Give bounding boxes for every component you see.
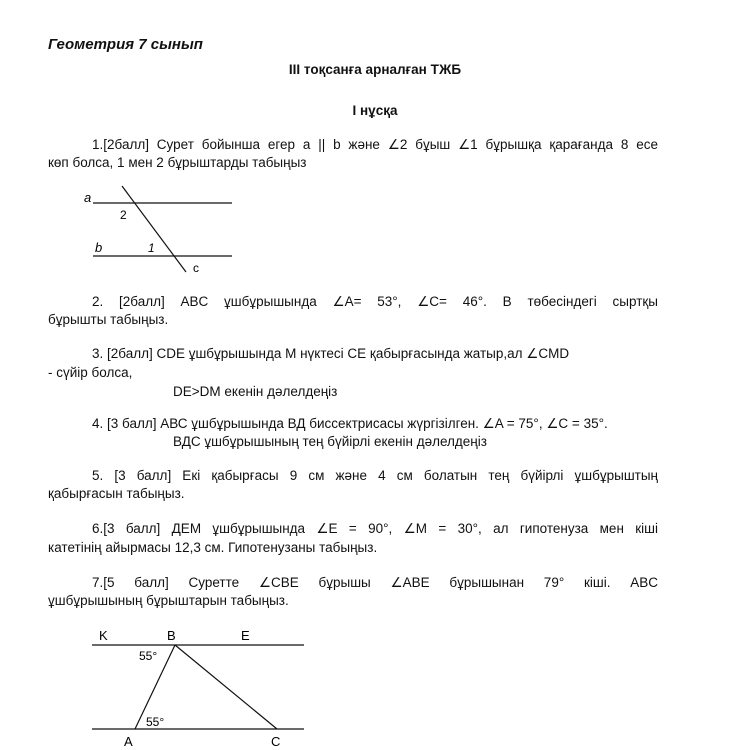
side-bc: [175, 645, 277, 729]
label-A: A: [124, 734, 133, 749]
task-6-line-1: 6.[3 балл] ДЕМ ұшбұрышында ∠E = 90°, ∠M = 30°, ал гипотенуза мен кіші: [92, 521, 658, 536]
task-7-line-1: 7.[5 балл] Суретте ∠CBE бұрышы ∠ABE бұрышынан 79° кіші. ABC: [92, 575, 658, 590]
page-title: Геометрия 7 сынып: [48, 36, 203, 53]
task-3-line-3: DE>DM екенін дәлелдеңіз: [173, 384, 338, 399]
variant-label: І нұсқа: [352, 103, 398, 118]
task-7-line-2: ұшбұрышының бұрыштарын табыңыз.: [48, 593, 289, 608]
test-subtitle: ІІІ тоқсанға арналған ТЖБ: [288, 62, 462, 77]
task-4-line-1: 4. [3 балл] АВС ұшбұрышында ВД биссектрисасы жүргізілген. ∠A = 75°, ∠C = 35°.: [92, 416, 608, 431]
task-2-line-1: 2. [2балл] ABC ұшбұрышында ∠A= 53°, ∠C= 46°. В төбесіндегі сыртқы: [92, 294, 658, 309]
task-5-line-2: қабырғасын табыңыз.: [48, 486, 185, 501]
angle-2-label: 2: [120, 208, 127, 222]
angle-top-label: 55°: [139, 649, 158, 663]
task-6-line-2: катетінің айырмасы 12,3 см. Гипотенузаны табыңыз.: [48, 540, 378, 555]
task-1-line-2: көп болса, 1 мен 2 бұрыштарды табыңыз: [48, 155, 307, 170]
task-2-line-2: бұрышты табыңыз.: [48, 312, 169, 327]
label-E: E: [241, 628, 250, 643]
label-b: b: [95, 240, 103, 255]
task-3-line-1: 3. [2балл] CDE ұшбұрышында M нүктесі CE қабырғасында жатыр,ал ∠CMD: [92, 346, 570, 361]
task-5-line-1: 5. [3 балл] Екі қабырғасы 9 см және 4 см болатын тең бүйірлі ұшбұрыштың: [92, 468, 658, 483]
label-a: a: [84, 190, 92, 205]
task-1-line-1: 1.[2балл] Сурет бойынша егер a || b және ∠2 бұыш ∠1 бұрышқа қарағанда 8 есе: [92, 137, 658, 152]
label-K: K: [99, 628, 108, 643]
task-3-line-2: - сүйір болса,: [48, 365, 133, 380]
task-4-line-2: ВДС ұшбұрышының тең бүйірлі екенін дәлелдеңіз: [173, 434, 487, 449]
label-B: B: [167, 628, 176, 643]
label-C: C: [271, 734, 281, 749]
angle-bottom-label: 55°: [146, 715, 165, 729]
label-c: c: [193, 261, 199, 275]
angle-1-label: 1: [148, 241, 155, 255]
